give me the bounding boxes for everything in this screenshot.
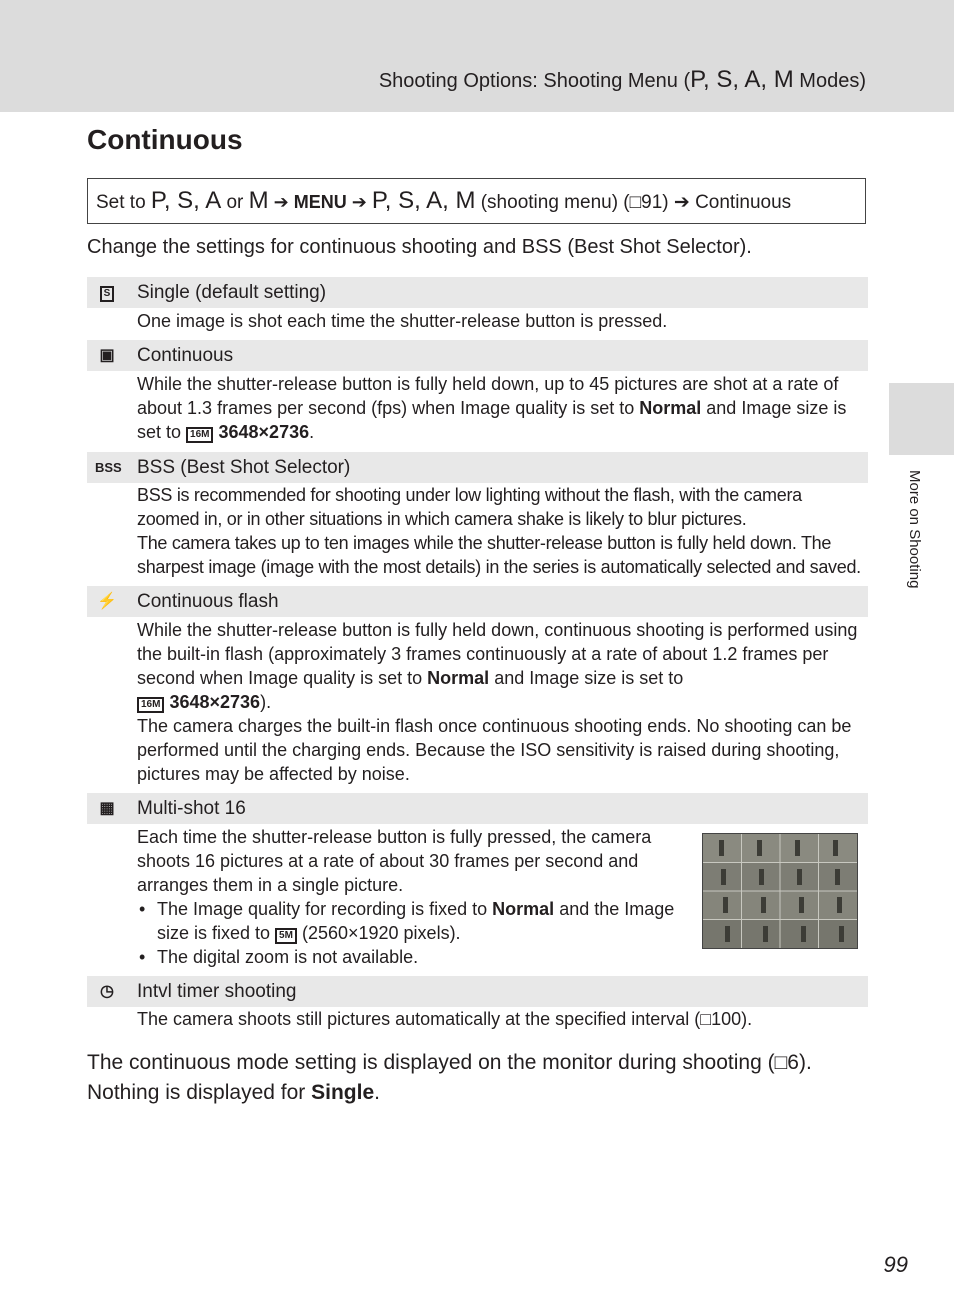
multi-shot-grid bbox=[703, 834, 857, 948]
page-title: Continuous bbox=[87, 124, 243, 155]
closing-note bbox=[87, 1048, 877, 1108]
option-label: Single (default setting) bbox=[137, 282, 327, 303]
bold-normal: Normal bbox=[492, 899, 555, 919]
option-desc-multi-shot bbox=[137, 825, 682, 969]
option-desc-continuous bbox=[137, 372, 865, 444]
intro-text: Change the settings for continuous shooting and BSS (Best Shot Selector). bbox=[87, 236, 752, 258]
set-to-text: Set to bbox=[96, 192, 151, 213]
page-number: 99 bbox=[883, 1252, 908, 1277]
bold-size: 3648×2736 bbox=[169, 692, 261, 712]
page-ref-icon: □ bbox=[774, 1051, 788, 1074]
arrow-icon: ➔ bbox=[268, 192, 294, 212]
closing-text: Nothing is displayed for bbox=[87, 1081, 312, 1104]
page-ref-icon: □ bbox=[629, 192, 642, 213]
option-desc-text: Each time the shutter-release button is fully pressed, the camera shoots 16 pictures at a rate of about 30 frames per second and arranges them in a single picture. bbox=[137, 827, 652, 895]
section-label: More on Shooting bbox=[906, 470, 923, 589]
menu-button-icon: MENU bbox=[293, 192, 347, 212]
image-size-icon: 16M bbox=[137, 697, 164, 713]
option-desc-text: One image is shot each time the shutter-release button is pressed. bbox=[137, 311, 668, 331]
bullet-item: • The digital zoom is not available. bbox=[137, 945, 682, 969]
multi-shot-sample-image bbox=[702, 833, 858, 949]
option-label: BSS (Best Shot Selector) bbox=[137, 457, 351, 478]
arrow-icon: ➔ bbox=[346, 192, 372, 212]
frame-grid bbox=[703, 834, 857, 948]
desc-part: While the shutter-release button is fully held down, continuous shooting is performed using the built-in flash (approximately 3 frames continuously at a rate of about 1.2 frames per second when Image quality is set to bbox=[137, 620, 858, 688]
option-row-continuous-flash bbox=[87, 586, 868, 617]
header-modes: P, S, A, M bbox=[690, 66, 794, 93]
option-desc-text-2: The camera charges the built-in flash once continuous shooting ends. No shooting can be performed until the charging ends. Because the ISO sensitivity is raised during shooting, pictures may be affected by noise. bbox=[137, 716, 852, 784]
bold-size: 3648×2736 bbox=[218, 422, 310, 442]
desc-part: The Image quality for recording is fixed to bbox=[157, 899, 493, 919]
mode-m: M bbox=[248, 187, 269, 214]
bss-icon: BSS bbox=[95, 460, 122, 475]
option-label: Continuous flash bbox=[137, 591, 279, 612]
desc-part: While the shutter-release button is fully held down, up to 45 pictures are shot at a rate of about 1.3 frames per second (fps) when Image quality is set to bbox=[137, 374, 839, 418]
section-tab bbox=[889, 383, 954, 455]
closing-line-1 bbox=[87, 1048, 877, 1078]
continuous-flash-icon: ⚡ bbox=[97, 593, 117, 610]
page-ref-text: 91) ➔ Continuous bbox=[641, 192, 792, 213]
page-ref-icon: □ bbox=[700, 1009, 712, 1029]
option-row-multi-shot bbox=[87, 793, 868, 824]
option-desc-bss bbox=[137, 483, 865, 579]
option-desc-text bbox=[137, 1007, 865, 1031]
desc-part: The camera shoots still pictures automatically at the specified interval ( bbox=[137, 1009, 701, 1029]
desc-part: 100). bbox=[711, 1009, 753, 1029]
menu-path-box bbox=[87, 178, 866, 224]
option-row-single bbox=[87, 277, 868, 308]
header-prefix: Shooting Options: Shooting Menu ( bbox=[378, 70, 691, 92]
closing-text: The continuous mode setting is displayed on the monitor during shooting ( bbox=[87, 1051, 775, 1074]
single-icon bbox=[95, 282, 119, 303]
desc-part: (2560×1920 pixels). bbox=[296, 923, 461, 943]
continuous-icon: ▣ bbox=[99, 347, 115, 364]
desc-part: and Image size is set to bbox=[489, 668, 684, 688]
option-desc-text bbox=[137, 372, 865, 444]
interval-timer-icon: ◷ bbox=[100, 983, 114, 1000]
desc-part: and Image size is set to bbox=[137, 398, 847, 442]
closing-text: . bbox=[374, 1081, 380, 1104]
bold-normal: Normal bbox=[427, 668, 490, 688]
bullet-item bbox=[137, 897, 682, 945]
image-size-icon: 5M bbox=[275, 928, 297, 944]
option-desc-single bbox=[137, 309, 865, 333]
running-header bbox=[379, 66, 866, 94]
desc-part: ). bbox=[260, 692, 272, 712]
shooting-menu-text: (shooting menu) ( bbox=[475, 192, 630, 213]
or-text: or bbox=[221, 192, 249, 213]
option-row-bss bbox=[87, 452, 868, 483]
header-suffix: Modes) bbox=[793, 70, 866, 92]
option-desc-interval-timer bbox=[137, 1007, 865, 1031]
single-glyph: S bbox=[100, 286, 115, 302]
option-label: Intvl timer shooting bbox=[137, 981, 297, 1002]
option-label: Continuous bbox=[137, 345, 234, 366]
option-desc-text bbox=[137, 618, 865, 714]
desc-part: and the Image size is fixed to bbox=[157, 899, 675, 943]
bold-single: Single bbox=[311, 1081, 375, 1104]
closing-line-2 bbox=[87, 1078, 877, 1108]
image-size-icon: 16M bbox=[186, 427, 213, 443]
option-label: Multi-shot 16 bbox=[137, 798, 246, 819]
option-desc-text: BSS is recommended for shooting under low lighting without the flash, with the camera zoomed in, or in other situations in which camera shake is likely to blur pictures. bbox=[137, 485, 802, 529]
mode-list: P, S, A bbox=[150, 187, 222, 214]
closing-text: 6). bbox=[787, 1051, 812, 1074]
header-band bbox=[0, 0, 954, 112]
option-row-continuous bbox=[87, 340, 868, 371]
bullet-list bbox=[137, 897, 682, 969]
desc-part: . bbox=[309, 422, 315, 442]
option-desc-continuous-flash bbox=[137, 618, 865, 786]
option-desc-text-2: The camera takes up to ten images while the shutter-release button is fully held down. The sharpest image (image with the most details) in the series is automatically selected and saved. bbox=[137, 533, 861, 577]
bold-normal: Normal bbox=[639, 398, 702, 418]
option-row-interval-timer bbox=[87, 976, 868, 1007]
mode-list-2: P, S, A, M bbox=[371, 187, 476, 214]
multi-shot-icon: ▦ bbox=[99, 800, 115, 817]
